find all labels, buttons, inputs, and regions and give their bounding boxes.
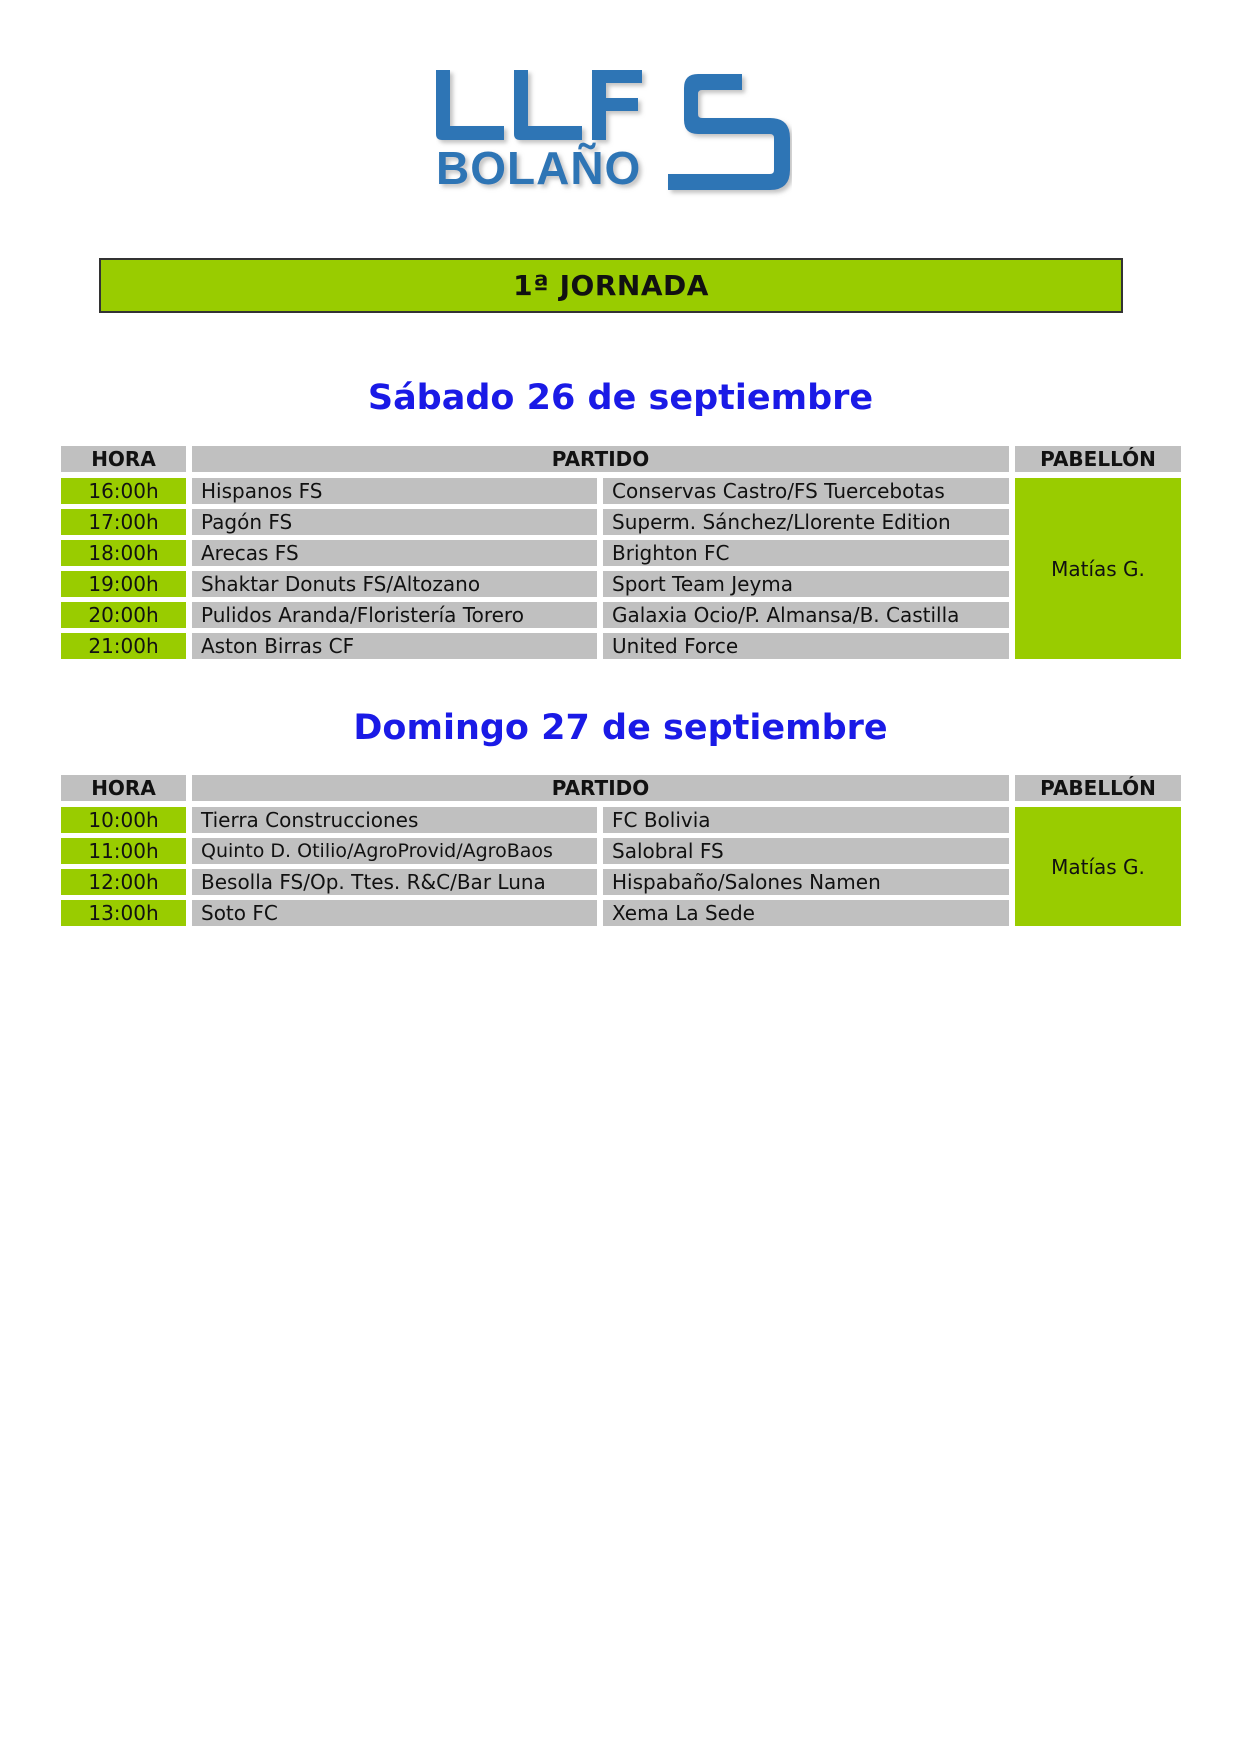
away-team: FC Bolivia: [603, 807, 1009, 833]
match-time: 19:00h: [61, 571, 186, 597]
away-team: Galaxia Ocio/P. Almansa/B. Castilla: [603, 602, 1009, 628]
away-team: Conservas Castro/FS Tuercebotas: [603, 478, 1009, 504]
home-team: Quinto D. Otilio/AgroProvid/AgroBaos: [192, 838, 597, 864]
llfs-bolano-logo: [436, 70, 792, 198]
home-team: Pagón FS: [192, 509, 597, 535]
saturday-title: Sábado 26 de septiembre: [367, 378, 874, 418]
away-team: Sport Team Jeyma: [603, 571, 1009, 597]
match-time: 12:00h: [61, 869, 186, 895]
match-time: 11:00h: [61, 838, 186, 864]
pabellon-name: Matías G.: [1051, 556, 1145, 581]
away-team: Xema La Sede: [603, 900, 1009, 926]
home-team: Shaktar Donuts FS/Altozano: [192, 571, 597, 597]
home-team: Arecas FS: [192, 540, 597, 566]
away-team: Hispabaño/Salones Namen: [603, 869, 1009, 895]
home-team: Besolla FS/Op. Ttes. R&C/Bar Luna: [192, 869, 597, 895]
away-team: Salobral FS: [603, 838, 1009, 864]
jornada-title: 1ª JORNADA: [513, 269, 709, 302]
logo-bolano-text: BOLAÑO: [436, 142, 642, 194]
away-team: Superm. Sánchez/Llorente Edition: [603, 509, 1009, 535]
pabellon-cell: [1015, 478, 1181, 659]
header-partido: PARTIDO: [192, 775, 1009, 801]
header-partido: PARTIDO: [192, 446, 1009, 472]
match-time: 20:00h: [61, 602, 186, 628]
pabellon-name: Matías G.: [1051, 854, 1145, 879]
header-pabellon: PABELLÓN: [1015, 775, 1181, 801]
home-team: Pulidos Aranda/Floristería Torero: [192, 602, 597, 628]
match-time: 18:00h: [61, 540, 186, 566]
pabellon-cell: [1015, 807, 1181, 926]
jornada-banner: [99, 258, 1123, 313]
match-time: 17:00h: [61, 509, 186, 535]
home-team: Aston Birras CF: [192, 633, 597, 659]
home-team: Soto FC: [192, 900, 597, 926]
away-team: Brighton FC: [603, 540, 1009, 566]
match-time: 13:00h: [61, 900, 186, 926]
header-pabellon: PABELLÓN: [1015, 446, 1181, 472]
home-team: Tierra Construcciones: [192, 807, 597, 833]
away-team: United Force: [603, 633, 1009, 659]
match-time: 16:00h: [61, 478, 186, 504]
header-hora: HORA: [61, 446, 186, 472]
match-time: 10:00h: [61, 807, 186, 833]
sunday-title: Domingo 27 de septiembre: [353, 708, 888, 748]
header-hora: HORA: [61, 775, 186, 801]
match-time: 21:00h: [61, 633, 186, 659]
home-team: Hispanos FS: [192, 478, 597, 504]
